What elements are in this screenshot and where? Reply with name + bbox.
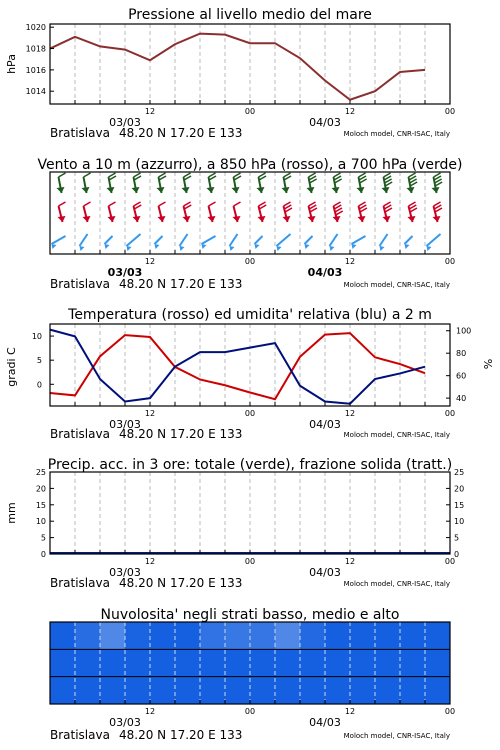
wind-barb-10m <box>352 236 366 249</box>
wind-barb-850hpa <box>183 202 192 222</box>
wind-barb-10m <box>52 236 66 249</box>
y-tick-label-right: 100 <box>456 326 472 336</box>
barb-head <box>202 244 207 249</box>
wind-barb-10m <box>405 236 413 249</box>
time-tick-label: 00 <box>444 707 456 716</box>
y-tick-label: 15 <box>35 500 46 510</box>
date-label: 03/03 <box>107 266 143 279</box>
cloud-cell <box>375 622 401 649</box>
barb-head <box>305 244 310 249</box>
wind-title: Vento a 10 m (azzurro), a 850 hPa (rosso), a 700 hPa (verde) <box>37 157 463 173</box>
cloud-cell <box>300 649 326 676</box>
barb-shaft <box>405 236 413 244</box>
barb-head <box>80 246 85 251</box>
wind-barb-700hpa <box>282 173 292 193</box>
barb-head <box>352 244 357 249</box>
y-tick-label: 10 <box>35 517 46 527</box>
y-tick-label: 1014 <box>25 87 46 97</box>
footer-credit: Moloch model, CNR-ISAC, Italy <box>343 580 450 588</box>
barb-shaft <box>230 234 238 246</box>
wind-barb-10m <box>330 234 338 251</box>
time-tick-label: 00 <box>244 557 256 566</box>
cloud-cell <box>100 649 126 676</box>
y-tick-label: 0 <box>40 550 46 559</box>
cloud-cell <box>375 677 401 704</box>
y-tick-label: 0 <box>36 380 42 390</box>
cloud-cell <box>175 622 201 649</box>
cloud-cell <box>100 677 126 704</box>
wind-barb-850hpa <box>83 202 91 222</box>
barb-shaft <box>202 236 216 244</box>
barb-shaft <box>105 236 113 244</box>
date-label: 03/03 <box>109 716 141 729</box>
wind-barb-850hpa <box>358 202 368 222</box>
cloud-cell <box>175 649 201 676</box>
wind-barb-10m <box>155 236 163 249</box>
time-tick-label: 00 <box>244 107 256 116</box>
y-tick-label: 1020 <box>25 23 46 33</box>
panel-frame <box>50 24 450 104</box>
barb-feather <box>209 202 216 206</box>
y-tick-label-right: 20 <box>454 484 465 494</box>
y-tick-label: 10 <box>31 332 42 342</box>
wind-barb-10m <box>305 236 313 249</box>
cloud-cell <box>375 649 401 676</box>
date-label: 04/03 <box>309 566 341 579</box>
pressure-line <box>50 34 425 100</box>
date-label: 04/03 <box>309 716 341 729</box>
time-tick-label: 12 <box>144 409 156 418</box>
cloud-cell <box>400 622 426 649</box>
barb-shaft <box>52 236 66 244</box>
cloud-cell <box>150 622 176 649</box>
rh-ylabel: % <box>482 358 495 370</box>
barb-shaft <box>380 234 388 246</box>
barb-head <box>427 246 432 251</box>
cloud-cell <box>125 649 151 676</box>
cloud-cell <box>125 622 151 649</box>
temperature-line <box>50 333 425 399</box>
barb-shaft <box>352 236 366 244</box>
wind-barb-10m <box>230 234 238 251</box>
wind-barb-700hpa <box>232 173 242 193</box>
cloud-cell <box>225 677 251 704</box>
footer-location: Bratislava <box>50 728 110 742</box>
barb-feather <box>84 202 91 206</box>
footer-location: Bratislava <box>50 126 110 140</box>
cloud-cell <box>150 677 176 704</box>
wind-barb-850hpa <box>333 202 343 222</box>
wind-barb-850hpa <box>308 202 318 222</box>
barb-shaft <box>330 234 338 246</box>
wind-barb-10m <box>180 234 188 251</box>
wind-barb-10m <box>105 236 113 249</box>
barb-feather <box>109 202 116 206</box>
time-tick-label: 00 <box>444 409 456 418</box>
cloud-cell <box>425 622 451 649</box>
barb-head <box>52 244 57 249</box>
wind-barb-10m <box>427 234 441 251</box>
cloud-cell <box>175 677 201 704</box>
time-tick-label: 12 <box>344 557 356 566</box>
barb-head <box>105 244 110 249</box>
cloud-cell <box>425 649 451 676</box>
barb-shaft <box>305 236 313 244</box>
wind-barb-850hpa <box>283 202 293 222</box>
barb-head <box>405 244 410 249</box>
cloud-cell <box>350 649 376 676</box>
time-tick-label: 00 <box>444 257 456 266</box>
barb-shaft <box>180 234 188 246</box>
time-tick-label: 12 <box>344 107 356 116</box>
cloud-cell <box>275 622 301 649</box>
barb-feather <box>234 202 241 206</box>
y-tick-label-right: 15 <box>454 500 465 510</box>
cloud-cell <box>50 622 76 649</box>
barb-head <box>380 246 385 251</box>
barb-shaft <box>277 234 291 246</box>
cloud-cell <box>425 677 451 704</box>
pressure-title: Pressione al livello medio del mare <box>128 7 372 23</box>
footer-credit: Moloch model, CNR-ISAC, Italy <box>343 732 450 740</box>
wind-barb-700hpa <box>182 173 192 193</box>
time-tick-label: 12 <box>144 257 156 266</box>
barb-shaft <box>80 234 88 246</box>
barb-head <box>230 246 235 251</box>
date-label: 03/03 <box>109 566 141 579</box>
cloud-cell <box>75 649 101 676</box>
time-tick-label: 12 <box>144 107 156 116</box>
wind-barb-850hpa <box>58 202 66 222</box>
cloud-cell <box>250 677 276 704</box>
barb-shaft <box>427 234 441 246</box>
cloud-cell <box>75 677 101 704</box>
wind-barb-850hpa <box>133 202 142 222</box>
pressure-ylabel: hPa <box>5 54 18 74</box>
cloud-cell <box>400 649 426 676</box>
temp-ylabel: gradi C <box>5 347 18 387</box>
time-tick-label: 00 <box>444 557 456 566</box>
wind-barb-700hpa <box>307 173 317 193</box>
humidity-line <box>50 330 425 404</box>
cloud-cell <box>250 649 276 676</box>
barb-feather <box>84 173 91 177</box>
y-tick-label: 5 <box>36 356 42 366</box>
time-tick-label: 12 <box>344 409 356 418</box>
footer-coords: 48.20 N 17.20 E 133 <box>119 126 243 140</box>
cloud-cell <box>225 649 251 676</box>
y-tick-label-right: 60 <box>456 371 467 381</box>
cloud-cell <box>200 622 226 649</box>
wind-barb-700hpa <box>257 173 267 193</box>
wind-barb-10m <box>80 234 88 251</box>
cloud-cell <box>325 622 351 649</box>
time-tick-label: 12 <box>144 707 156 716</box>
footer-credit: Moloch model, CNR-ISAC, Italy <box>343 281 450 289</box>
wind-barb-10m <box>277 234 291 251</box>
cloud-cell <box>300 677 326 704</box>
footer-location: Bratislava <box>50 277 110 291</box>
barb-feather <box>59 202 66 206</box>
y-tick-label-right: 10 <box>454 517 465 527</box>
barb-head <box>155 244 160 249</box>
panel-frame <box>50 324 450 406</box>
wind-barb-850hpa <box>208 202 216 222</box>
wind-barb-10m <box>202 236 216 249</box>
y-tick-label: 5 <box>40 533 46 543</box>
wind-barb-700hpa <box>57 173 66 193</box>
time-tick-label: 00 <box>244 409 256 418</box>
y-tick-label: 25 <box>35 468 46 477</box>
cloud-cell <box>125 677 151 704</box>
y-tick-label-right: 25 <box>454 468 465 477</box>
barb-head <box>255 244 260 249</box>
cloud-title: Nuvolosita' negli strati basso, medio e alto <box>100 607 400 623</box>
wind-barb-700hpa <box>332 173 342 193</box>
cloud-cell <box>400 677 426 704</box>
time-tick-label: 00 <box>244 257 256 266</box>
cloud-cell <box>325 677 351 704</box>
wind-barb-700hpa <box>407 173 418 193</box>
wind-barb-850hpa <box>258 202 267 222</box>
panel-frame <box>50 472 450 554</box>
footer-credit: Moloch model, CNR-ISAC, Italy <box>343 130 450 138</box>
date-label: 04/03 <box>309 418 341 431</box>
cloud-cell <box>200 649 226 676</box>
cloud-cell <box>150 649 176 676</box>
wind-barb-700hpa <box>357 173 367 193</box>
time-tick-label: 00 <box>244 707 256 716</box>
time-tick-label: 12 <box>344 707 356 716</box>
barb-shaft <box>155 236 163 244</box>
wind-barb-700hpa <box>132 173 142 193</box>
precip-ylabel: mm <box>5 502 18 524</box>
barb-shaft <box>127 234 141 246</box>
wind-barb-850hpa <box>383 202 393 222</box>
time-tick-label: 12 <box>144 557 156 566</box>
y-tick-label-right: 5 <box>454 533 460 543</box>
wind-barb-850hpa <box>433 202 443 222</box>
y-tick-label-right: 0 <box>454 550 460 559</box>
footer-location: Bratislava <box>50 576 110 590</box>
cloud-cell <box>275 677 301 704</box>
wind-barb-700hpa <box>207 173 217 193</box>
wind-barb-700hpa <box>82 173 91 193</box>
date-label: 03/03 <box>109 418 141 431</box>
cloud-cell <box>250 622 276 649</box>
y-tick-label: 20 <box>35 484 46 494</box>
cloud-cell <box>350 622 376 649</box>
barb-head <box>330 246 335 251</box>
cloud-cell <box>350 677 376 704</box>
barb-head <box>127 246 132 251</box>
wind-barb-700hpa <box>382 173 393 193</box>
barb-head <box>277 246 282 251</box>
time-tick-label: 12 <box>344 257 356 266</box>
y-tick-label: 1018 <box>25 44 46 54</box>
wind-barb-700hpa <box>157 173 167 193</box>
cloud-cell <box>50 677 76 704</box>
cloud-cell <box>100 622 126 649</box>
footer-coords: 48.20 N 17.20 E 133 <box>119 728 243 742</box>
cloud-cell <box>325 649 351 676</box>
barb-head <box>180 246 185 251</box>
cloud-cell <box>50 649 76 676</box>
cloud-cell <box>75 622 101 649</box>
wind-barb-850hpa <box>158 202 166 222</box>
footer-credit: Moloch model, CNR-ISAC, Italy <box>343 431 450 439</box>
wind-barb-850hpa <box>108 202 116 222</box>
wind-barb-10m <box>127 234 141 251</box>
y-tick-label-right: 80 <box>456 349 467 359</box>
wind-barb-10m <box>380 234 388 251</box>
wind-barb-700hpa <box>432 173 443 193</box>
wind-barb-850hpa <box>233 202 241 222</box>
footer-location: Bratislava <box>50 427 110 441</box>
temp-rh-title: Temperatura (rosso) ed umidita' relativa (blu) a 2 m <box>68 307 432 323</box>
barb-feather <box>59 173 66 177</box>
time-tick-label: 00 <box>444 107 456 116</box>
barb-shaft <box>255 236 263 244</box>
y-tick-label: 1016 <box>25 65 46 75</box>
date-label: 04/03 <box>309 116 341 129</box>
wind-barb-10m <box>255 236 263 249</box>
date-label: 03/03 <box>109 116 141 129</box>
footer-coords: 48.20 N 17.20 E 133 <box>119 277 243 291</box>
cloud-cell <box>275 649 301 676</box>
y-tick-label-right: 40 <box>456 394 467 404</box>
cloud-cell <box>225 622 251 649</box>
footer-coords: 48.20 N 17.20 E 133 <box>119 427 243 441</box>
precip-title: Precip. acc. in 3 ore: totale (verde), frazione solida (tratt.) <box>47 457 453 473</box>
cloud-cell <box>300 622 326 649</box>
cloud-cell <box>200 677 226 704</box>
date-label: 04/03 <box>307 266 343 279</box>
barb-feather <box>159 202 166 206</box>
wind-barb-850hpa <box>408 202 418 222</box>
footer-coords: 48.20 N 17.20 E 133 <box>119 576 243 590</box>
wind-barb-700hpa <box>107 173 117 193</box>
